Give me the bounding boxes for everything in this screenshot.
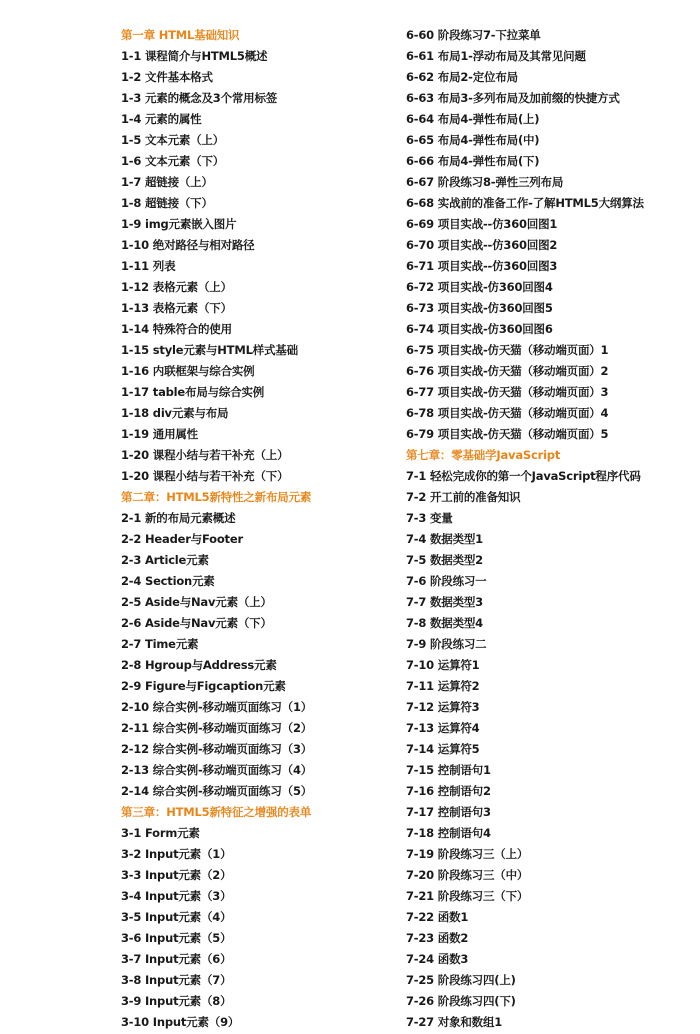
lesson-item: 6-68 实战前的准备工作-了解HTML5大纲算法: [406, 196, 644, 210]
lesson-item: 7-18 控制语句4: [406, 826, 491, 840]
lesson-item: 2-10 综合实例-移动端页面练习（1）: [121, 700, 313, 714]
lesson-item: 7-11 运算符2: [406, 679, 480, 693]
lesson-item: 6-73 项目实战-仿360回图5: [406, 301, 553, 315]
lesson-item: 6-62 布局2-定位布局: [406, 70, 518, 84]
lesson-item: 7-2 开工前的准备知识: [406, 490, 521, 504]
lesson-item: 7-20 阶段练习三（中）: [406, 868, 529, 882]
lesson-item: 6-75 项目实战-仿天猫（移动端页面）1: [406, 343, 609, 357]
lesson-item: 1-2 文件基本格式: [121, 70, 213, 84]
lesson-item: 6-63 布局3-多列布局及加前缀的快捷方式: [406, 91, 620, 105]
lesson-item: 2-9 Figure与Figcaption元素: [121, 679, 286, 693]
lesson-item: 3-1 Form元素: [121, 826, 200, 840]
lesson-item: 2-6 Aside与Nav元素（下）: [121, 616, 272, 630]
lesson-item: 6-79 项目实战-仿天猫（移动端页面）5: [406, 427, 609, 441]
lesson-item: 3-10 Input元素（9）: [121, 1015, 240, 1029]
lesson-item: 1-18 div元素与布局: [121, 406, 229, 420]
lesson-item: 2-11 综合实例-移动端页面练习（2）: [121, 721, 313, 735]
lesson-item: 6-61 布局1-浮动布局及其常见问题: [406, 49, 586, 63]
lesson-item: 7-21 阶段练习三（下）: [406, 889, 529, 903]
lesson-item: 1-10 绝对路径与相对路径: [121, 238, 255, 252]
lesson-item: 1-16 内联框架与综合实例: [121, 364, 255, 378]
lesson-item: 7-25 阶段练习四(上): [406, 973, 516, 987]
lesson-item: 6-64 布局4-弹性布局(上): [406, 112, 540, 126]
lesson-item: 7-7 数据类型3: [406, 595, 483, 609]
lesson-item: 7-12 运算符3: [406, 700, 480, 714]
lesson-item: 2-3 Article元素: [121, 553, 209, 567]
lesson-item: 1-7 超链接（上）: [121, 175, 213, 189]
chapter-heading: 第一章 HTML基础知识: [121, 28, 240, 42]
lesson-item: 1-8 超链接（下）: [121, 196, 213, 210]
lesson-item: 2-14 综合实例-移动端页面练习（5）: [121, 784, 313, 798]
lesson-item: 6-70 项目实战--仿360回图2: [406, 238, 558, 252]
lesson-item: 7-4 数据类型1: [406, 532, 483, 546]
lesson-item: 6-76 项目实战-仿天猫（移动端页面）2: [406, 364, 609, 378]
lesson-item: 1-9 img元素嵌入图片: [121, 217, 237, 231]
lesson-item: 3-8 Input元素（7）: [121, 973, 232, 987]
chapter-heading: 第二章：HTML5新特性之新布局元素: [121, 490, 312, 504]
lesson-item: 7-3 变量: [406, 511, 453, 525]
lesson-item: 3-9 Input元素（8）: [121, 994, 232, 1008]
lesson-item: 1-19 通用属性: [121, 427, 198, 441]
lesson-item: 6-60 阶段练习7-下拉菜单: [406, 28, 541, 42]
lesson-item: 3-5 Input元素（4）: [121, 910, 232, 924]
lesson-item: 3-4 Input元素（3）: [121, 889, 232, 903]
lesson-item: 7-19 阶段练习三（上）: [406, 847, 529, 861]
lesson-item: 7-15 控制语句1: [406, 763, 491, 777]
lesson-item: 2-5 Aside与Nav元素（上）: [121, 595, 272, 609]
lesson-item: 2-12 综合实例-移动端页面练习（3）: [121, 742, 313, 756]
lesson-item: 7-5 数据类型2: [406, 553, 483, 567]
lesson-item: 6-66 布局4-弹性布局(下): [406, 154, 540, 168]
lesson-item: 2-2 Header与Footer: [121, 532, 243, 546]
lesson-item: 1-4 元素的属性: [121, 112, 202, 126]
lesson-item: 7-22 函数1: [406, 910, 469, 924]
lesson-item: 7-13 运算符4: [406, 721, 480, 735]
lesson-item: 7-10 运算符1: [406, 658, 480, 672]
lesson-item: 3-3 Input元素（2）: [121, 868, 232, 882]
lesson-item: 7-24 函数3: [406, 952, 469, 966]
lesson-item: 7-6 阶段练习一: [406, 574, 487, 588]
lesson-item: 2-8 Hgroup与Address元素: [121, 658, 277, 672]
outline-column-left: [121, 25, 391, 1033]
lesson-item: 2-13 综合实例-移动端页面练习（4）: [121, 763, 313, 777]
lesson-item: 7-26 阶段练习四(下): [406, 994, 516, 1008]
lesson-item: 1-20 课程小结与若干补充（上）: [121, 448, 289, 462]
lesson-item: 6-69 项目实战--仿360回图1: [406, 217, 558, 231]
lesson-item: 1-13 表格元素（下）: [121, 301, 232, 315]
lesson-item: 3-2 Input元素（1）: [121, 847, 232, 861]
lesson-item: 1-6 文本元素（下）: [121, 154, 225, 168]
lesson-item: 7-23 函数2: [406, 931, 469, 945]
lesson-item: 6-74 项目实战-仿360回图6: [406, 322, 553, 336]
lesson-item: 7-1 轻松完成你的第一个JavaScript程序代码: [406, 469, 641, 483]
lesson-item: 6-77 项目实战-仿天猫（移动端页面）3: [406, 385, 609, 399]
lesson-item: 6-67 阶段练习8-弹性三列布局: [406, 175, 564, 189]
lesson-item: 1-20 课程小结与若干补充（下）: [121, 469, 289, 483]
lesson-item: 7-9 阶段练习二: [406, 637, 487, 651]
lesson-item: 7-8 数据类型4: [406, 616, 483, 630]
chapter-heading: 第三章：HTML5新特征之增强的表单: [121, 805, 312, 819]
lesson-item: 1-14 特殊符合的使用: [121, 322, 232, 336]
lesson-item: 1-12 表格元素（上）: [121, 280, 232, 294]
lesson-item: 6-72 项目实战-仿360回图4: [406, 280, 553, 294]
lesson-item: 6-78 项目实战-仿天猫（移动端页面）4: [406, 406, 609, 420]
lesson-item: 3-6 Input元素（5）: [121, 931, 232, 945]
lesson-item: 1-1 课程简介与HTML5概述: [121, 49, 268, 63]
lesson-item: 6-71 项目实战--仿360回图3: [406, 259, 558, 273]
lesson-item: 1-5 文本元素（上）: [121, 133, 225, 147]
chapter-heading: 第七章：零基础学JavaScript: [406, 448, 561, 462]
lesson-item: 7-27 对象和数组1: [406, 1015, 503, 1029]
lesson-item: 3-7 Input元素（6）: [121, 952, 232, 966]
lesson-item: 6-65 布局4-弹性布局(中): [406, 133, 540, 147]
lesson-item: 2-7 Time元素: [121, 637, 199, 651]
outline-column-right: [406, 25, 696, 1033]
lesson-item: 1-15 style元素与HTML样式基础: [121, 343, 298, 357]
lesson-item: 1-3 元素的概念及3个常用标签: [121, 91, 278, 105]
lesson-item: 7-16 控制语句2: [406, 784, 491, 798]
lesson-item: 2-4 Section元素: [121, 574, 215, 588]
lesson-item: 1-11 列表: [121, 259, 176, 273]
lesson-item: 1-17 table布局与综合实例: [121, 385, 265, 399]
lesson-item: 7-14 运算符5: [406, 742, 480, 756]
lesson-item: 2-1 新的布局元素概述: [121, 511, 236, 525]
lesson-item: 7-17 控制语句3: [406, 805, 491, 819]
